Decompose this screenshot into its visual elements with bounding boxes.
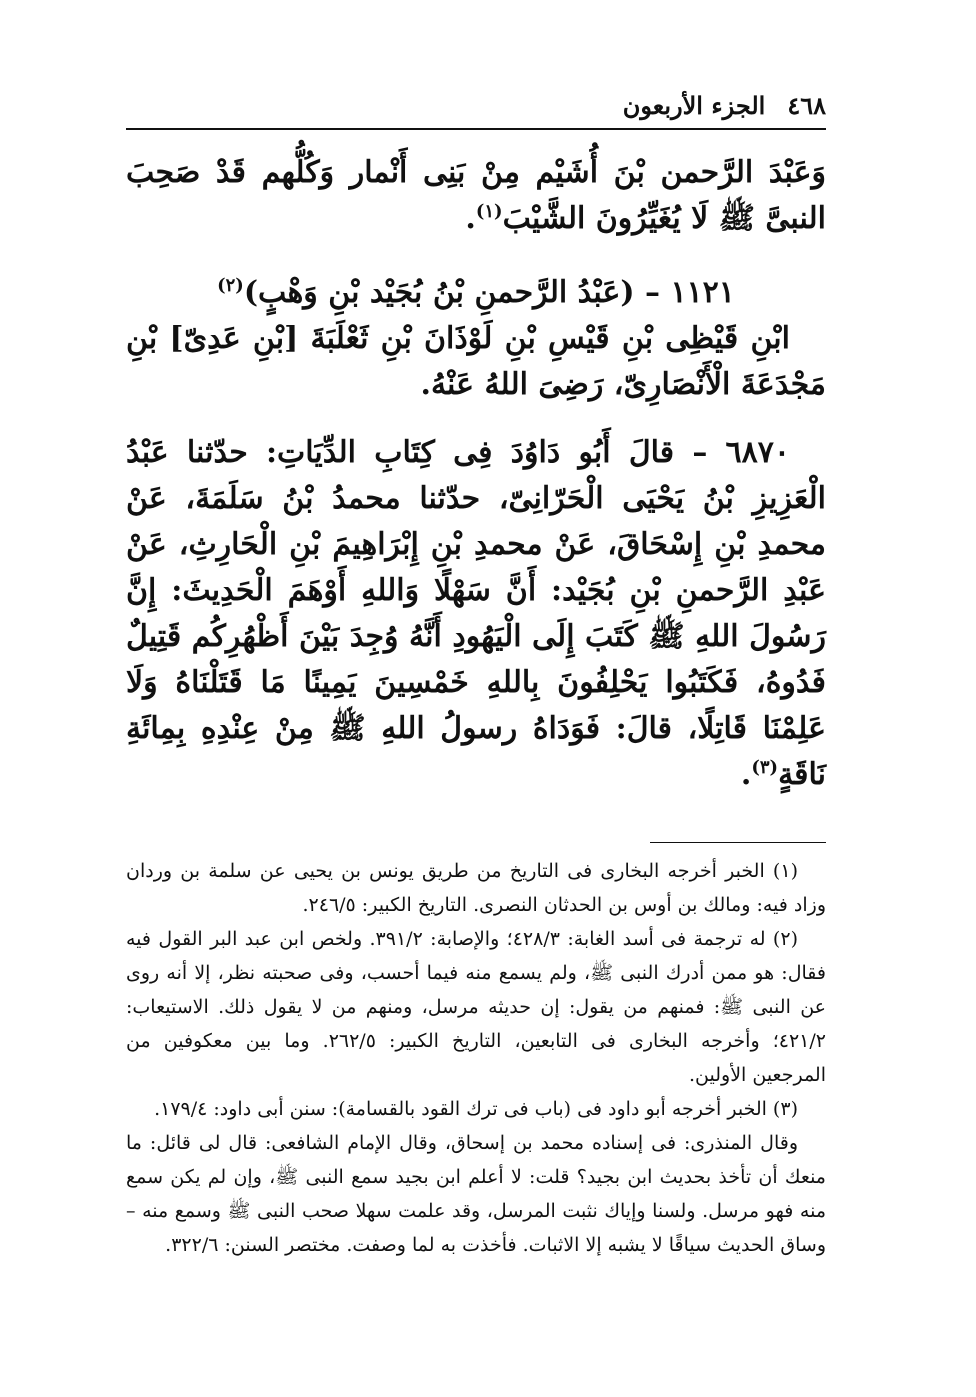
part-title: الجزء الأربعون xyxy=(622,91,766,120)
page-number: ٤٦٨ xyxy=(787,91,826,120)
page-header xyxy=(130,80,826,120)
footnotes xyxy=(126,854,826,1262)
hadith-paragraph xyxy=(126,430,826,798)
biography-heading-text: ١١٢١ – (عَبْدُ الرَّحمنِ بْنُ بُجَيْد بْنِ وَهْبٍ) xyxy=(243,275,735,310)
biography-heading xyxy=(126,270,826,316)
footnote-2: (٢) له ترجمة فى أسد الغابة: ٤٢٨/٣؛ والإصابة: ٣٩١/٢. ولخص ابن عبد البر القول فيه فقال: هو ممن أدرك النبى ﷺ، ولم يسمع منه فيما أحسب، وفى صحبته نظر، إلا أنه روى عن النبى ﷺ: فمنهم من يقول: إن حديثه مرسل، ومنهم من لا يقول ذلك. الاستيعاب: ٤٢١/٢؛ وأخرجه البخارى فى التابعين، التاريخ الكبير: ٢٦٢/٥. وما بين معكوفين من المرجعين الأولين. xyxy=(126,928,826,1086)
footnote-ref-2: (٢) xyxy=(217,275,244,296)
main-text xyxy=(126,150,826,798)
footnote-1: (١) الخبر أخرجه البخارى فى التاريخ من طريق يونس بن يحيى عن سلمة بن وردان وزاد فيه: ومالك بن أوس بن الحدثان النصرى. التاريخ الكبير: ٢٤٦/٥. xyxy=(126,860,826,916)
opening-paragraph: وَعَبْدَ الرَّحمن بْنَ أُشَيْم مِنْ بَنِى أَنْمار وَكُلُّهم قَدْ صَحِبَ النبىَّ ﷺ لَا يُغَيِّرُونَ الشَّيْبَ$^{(١)}$. xyxy=(126,155,826,236)
hadith-end: . xyxy=(740,757,752,792)
footnote-ref-3: (٣) xyxy=(751,757,779,778)
footnote-ref-1: (١) xyxy=(475,201,503,222)
biography-lineage: ابْنِ قَيْظِى بْنِ قَيْسِ بْنِ لَوْذَانَ بْنِ ثَعْلَبَةَ [بْنِ عَدِىّ] بْنِ مَجْدَعَةَ الْأَنْصَارِىّ، رَضِىَ اللهُ عَنْهُ. xyxy=(126,321,826,402)
hadith-text: ٦٨٧٠ – قالَ أَبُو دَاوُدَ فِى كِتَابِ الدِّيَاتِ: حدّثنا عَبْدُ الْعَزِيزِ بْنُ يَحْيَى الْحَرّانِىّ، حدّثنا محمدُ بْنُ سَلَمَةَ، عَنْ محمدِ بْنِ إِسْحَاقَ، عَنْ محمدِ بْنِ إِبْرَاهِيمَ بْنِ الْحَارِثِ، عَنْ عَبْدِ الرَّحمنِ بْنِ بُجَيْد: أَنَّ سَهْلًا وَاللهِ أَوْهَمَ الْحَدِيثَ: إِنَّ رَسُولَ اللهِ ﷺ كَتَبَ إِلَى الْيَهُودِ أَنَّهُ وُجِدَ بَيْنَ أَظْهُرِكُم قَتِيلٌ فَدُوهُ، فَكَتَبُوا يَحْلِفُونَ بِاللهِ خَمْسِينَ يَمِينًا مَا قَتَلْنَاهُ وَلَا عَلِمْنَا قَاتِلًا، قالَ: فَوَدَاهُ رسولُ اللهِ ﷺ مِنْ عِنْدِهِ بِمِائَةِ نَاقَةٍ xyxy=(126,435,826,792)
opening-text: وَعَبْدَ الرَّحمن بْنَ أُشَيْم مِنْ بَنِى أَنْمار وَكُلُّهم قَدْ صَحِبَ النبىَّ ﷺ لَا يُغَيِّرُونَ الشَّيْبَ xyxy=(126,155,826,236)
footnote-3: (٣) الخبر أخرجه أبو داود فى (باب فى ترك القود بالقسامة): سنن أبى داود: ١٧٩/٤. xyxy=(154,1098,798,1120)
footnote-separator xyxy=(650,842,826,843)
footnote-3-continuation: وقال المنذرى: فى إسناده محمد بن إسحاق، وقال الإمام الشافعى: قال لى قائل: ما منعك أن تأخذ بحديث ابن بجيد؟ قلت: لا أعلم ابن بجيد سمع النبى ﷺ، وإن لم يكن سمع منه فهو مرسل. ولسنا وإياك نثبت المرسل، وقد علمت سهلا صحب النبى ﷺ وسمع منه – وساق الحديث سياقًا لا يشبه إلا الاثبات. فأخذت به لما وصفت. مختصر السنن: ٣٢٢/٦. xyxy=(126,1132,826,1256)
header-rule xyxy=(126,128,826,130)
